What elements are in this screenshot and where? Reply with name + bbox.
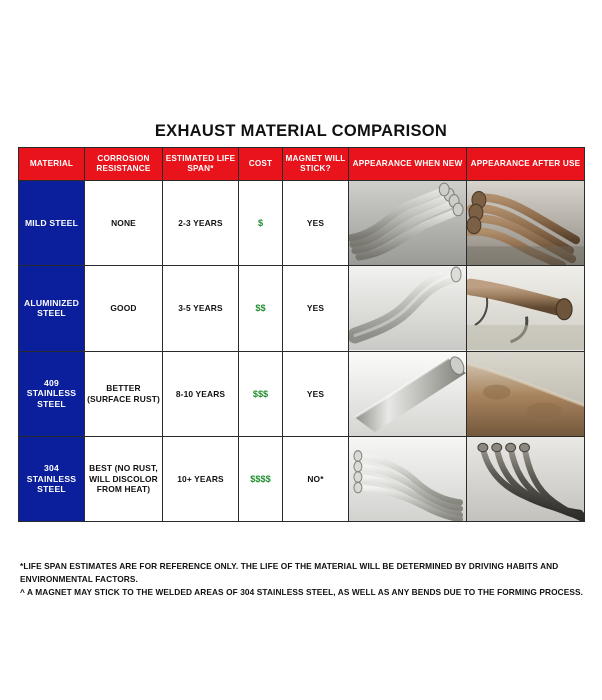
comparison-table-wrapper — [18, 147, 584, 522]
cell-appearance-used — [467, 266, 585, 351]
cell-material: 409 STAINLESS STEEL — [19, 351, 85, 436]
cell-appearance-new — [349, 351, 467, 436]
cell-corrosion: BEST (NO RUST, WILL DISCOLOR FROM HEAT) — [85, 436, 163, 521]
cell-magnet: YES — [283, 181, 349, 266]
cell-life-span: 2-3 YEARS — [163, 181, 239, 266]
cell-appearance-used — [467, 351, 585, 436]
column-header-cost: COST — [239, 148, 283, 181]
table-row — [19, 266, 585, 351]
aluminized-used-photo — [467, 266, 584, 350]
cell-corrosion: NONE — [85, 181, 163, 266]
stainless-304-used-photo — [467, 437, 584, 521]
column-header-appearance-after-use: APPEARANCE AFTER USE — [467, 148, 585, 181]
cell-material: MILD STEEL — [19, 181, 85, 266]
cell-cost: $ — [239, 181, 283, 266]
table-header — [19, 148, 585, 181]
cell-material: 304 STAINLESS STEEL — [19, 436, 85, 521]
exhaust-material-comparison-table — [18, 147, 585, 522]
table-row — [19, 436, 585, 521]
cell-material: ALUMINIZED STEEL — [19, 266, 85, 351]
page-title: EXHAUST MATERIAL COMPARISON — [154, 122, 448, 140]
cell-magnet: YES — [283, 266, 349, 351]
cell-life-span: 3-5 YEARS — [163, 266, 239, 351]
column-header-material: MATERIAL — [19, 148, 85, 181]
table-body — [19, 181, 585, 522]
footnotes — [20, 560, 586, 599]
table-header-row — [19, 148, 585, 181]
table-row — [19, 181, 585, 266]
table-row — [19, 351, 585, 436]
aluminized-new-photo — [349, 266, 466, 350]
stainless-304-new-photo — [349, 437, 466, 521]
cell-appearance-new — [349, 266, 467, 351]
cell-appearance-used — [467, 436, 585, 521]
cell-appearance-new — [349, 181, 467, 266]
mild-steel-new-photo — [349, 181, 466, 265]
column-header-magnet-will-stick: MAGNET WILL STICK? — [283, 148, 349, 181]
cell-corrosion: BETTER (SURFACE RUST) — [85, 351, 163, 436]
cell-appearance-new — [349, 436, 467, 521]
stainless-409-new-photo — [349, 352, 466, 436]
footnote-magnet: ^ A MAGNET MAY STICK TO THE WELDED AREAS OF 304 STAINLESS STEEL, AS WELL AS ANY BENDS DUE TO THE FORMING PROCESS. — [20, 586, 584, 597]
footnote-life-span: *LIFE SPAN ESTIMATES ARE FOR REFERENCE ONLY. THE LIFE OF THE MATERIAL WILL BE DETERMINED BY DRIVING HABITS AND ENVIRONMENTAL FACTORS. — [20, 561, 559, 584]
mild-steel-used-photo — [467, 181, 584, 265]
cell-appearance-used — [467, 181, 585, 266]
column-header-appearance-when-new: APPEARANCE WHEN NEW — [349, 148, 467, 181]
cell-cost: $$$ — [239, 351, 283, 436]
cell-corrosion: GOOD — [85, 266, 163, 351]
column-header-corrosion-resistance: CORROSION RESISTANCE — [85, 148, 163, 181]
cell-life-span: 8-10 YEARS — [163, 351, 239, 436]
cell-magnet: YES — [283, 351, 349, 436]
cell-cost: $$ — [239, 266, 283, 351]
column-header-estimated-life-span: ESTIMATED LIFE SPAN* — [163, 148, 239, 181]
stainless-409-used-photo — [467, 352, 584, 436]
cell-life-span: 10+ YEARS — [163, 436, 239, 521]
cell-cost: $$$$ — [239, 436, 283, 521]
cell-magnet: NO* — [283, 436, 349, 521]
